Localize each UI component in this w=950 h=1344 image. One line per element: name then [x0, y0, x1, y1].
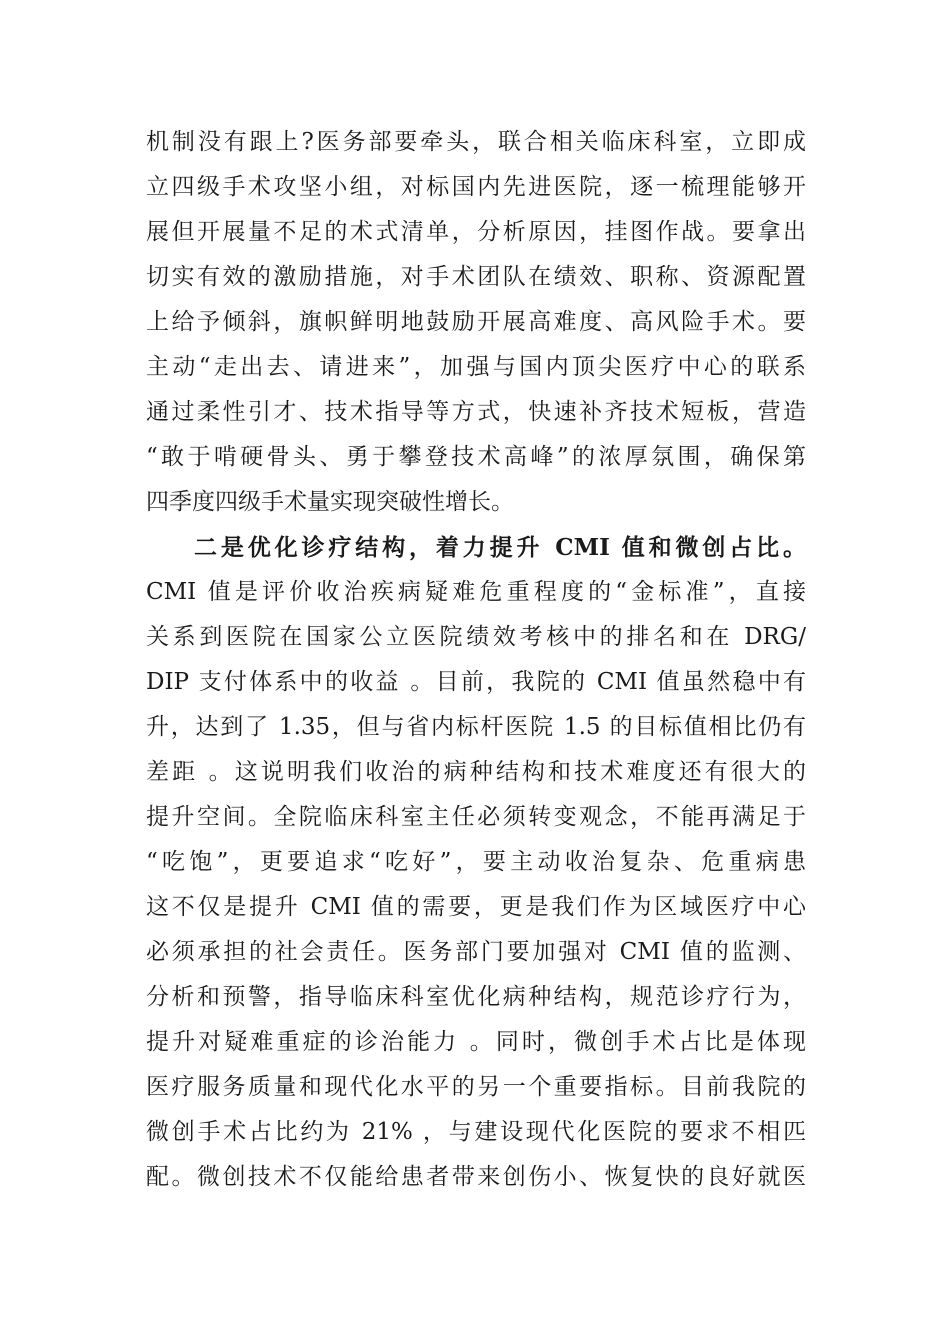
paragraph-line: 提升空间。全院临床科室主任必须转变观念，不能再满足于: [146, 804, 806, 830]
section-heading: 二是优化诊疗结构，着力提升 CMI 值和微创占比。: [194, 534, 806, 561]
paragraph-line: 这不仅是提升 CMI 值的需要，更是我们作为区域医疗中心: [146, 894, 806, 920]
paragraph-line: 展但开展量不足的术式清单，分析原因，挂图作战。要拿出: [146, 219, 806, 245]
paragraph-line: 提升对疑难重症的诊治能力 。同时，微创手术占比是体现: [146, 1029, 806, 1055]
paragraph-line: 关系到医院在国家公立医院绩效考核中的排名和在 DRG/: [146, 624, 806, 650]
paragraph-line: 医疗服务质量和现代化水平的另一个重要指标。目前我院的: [146, 1074, 806, 1100]
paragraph-line: 微创手术占比约为 21% ，与建设现代化医院的要求不相匹: [146, 1119, 806, 1145]
paragraph-line: 分析和预警，指导临床科室优化病种结构，规范诊疗行为，: [146, 984, 806, 1010]
paragraph-2: [146, 570, 806, 1200]
paragraph-line: 差距 。这说明我们收治的病种结构和技术难度还有很大的: [146, 759, 806, 785]
paragraph-line: 机制没有跟上?医务部要牵头，联合相关临床科室，立即成: [146, 129, 806, 155]
paragraph-line: 通过柔性引才、技术指导等方式，快速补齐技术短板，营造: [146, 399, 806, 425]
paragraph-line: 四季度四级手术量实现突破性增长。: [146, 489, 514, 515]
paragraph-line: 上给予倾斜，旗帜鲜明地鼓励开展高难度、高风险手术。要: [146, 309, 806, 335]
paragraph-line: “敢于啃硬骨头、勇于攀登技术高峰”的浓厚氛围，确保第: [146, 444, 806, 470]
paragraph-line: 必须承担的社会责任。医务部门要加强对 CMI 值的监测、: [146, 939, 806, 965]
document-body: [146, 120, 806, 1200]
paragraph-line: 立四级手术攻坚小组，对标国内先进医院，逐一梳理能够开: [146, 174, 806, 200]
paragraph-line: CMI 值是评价收治疾病疑难危重程度的“金标准”，直接: [146, 579, 806, 605]
paragraph-line: 切实有效的激励措施，对手术团队在绩效、职称、资源配置: [146, 264, 806, 290]
paragraph-line: 配。微创技术不仅能给患者带来创伤小、恢复快的良好就医: [146, 1164, 806, 1190]
paragraph-1: [146, 120, 806, 525]
paragraph-line: DIP 支付体系中的收益 。目前，我院的 CMI 值虽然稳中有: [146, 669, 806, 695]
paragraph-line: 主动“走出去、请进来”，加强与国内顶尖医疗中心的联系: [146, 354, 806, 380]
paragraph-line: 升，达到了 1.35，但与省内标杆医院 1.5 的目标值相比仍有: [146, 714, 806, 740]
paragraph-line: “吃饱”，更要追求“吃好”，要主动收治复杂、危重病患: [146, 849, 806, 875]
